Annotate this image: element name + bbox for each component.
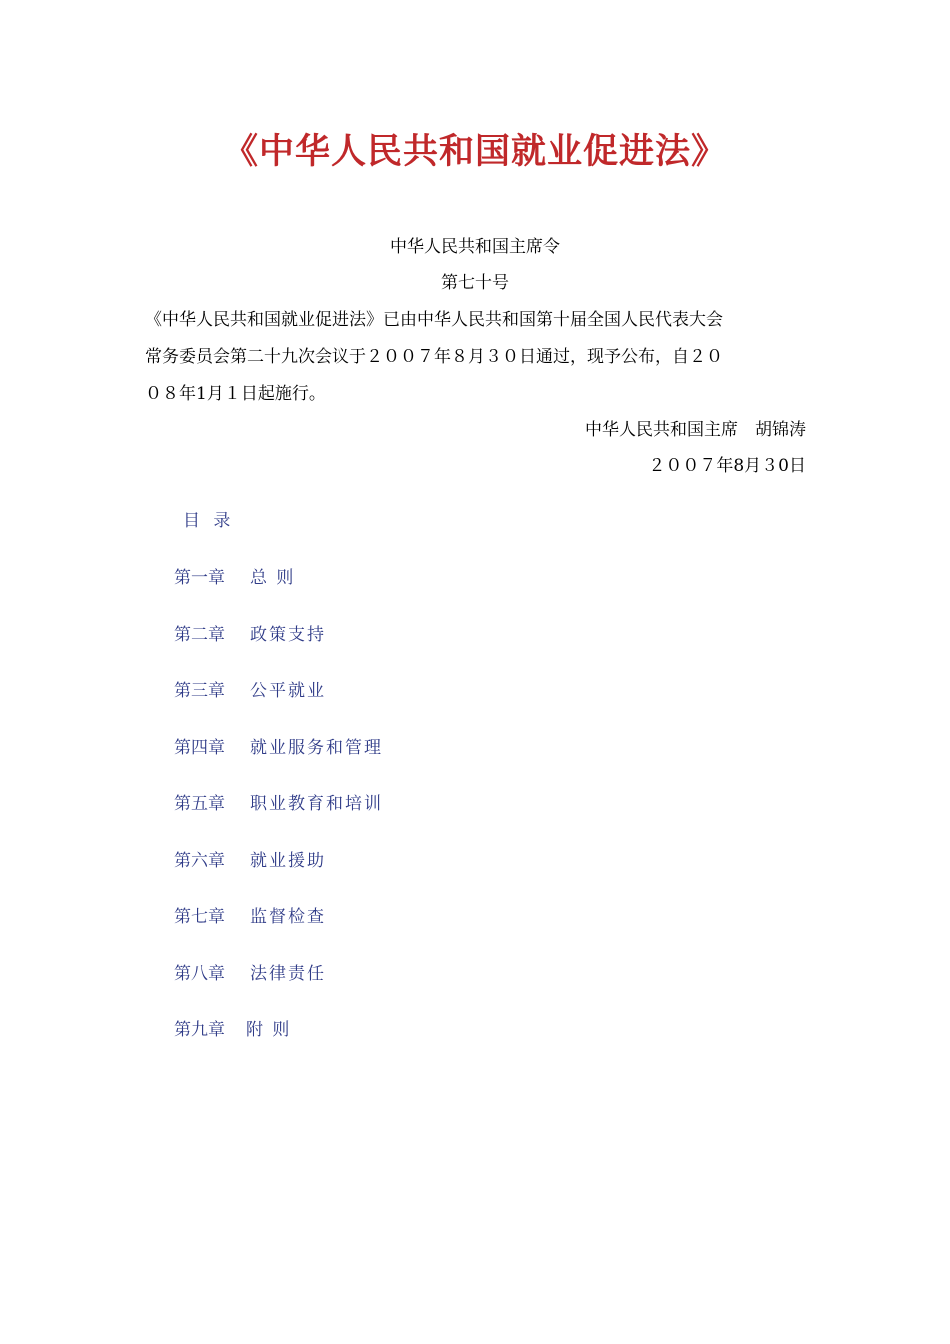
toc-chapter-6[interactable] — [174, 848, 326, 874]
body-line-3: ０８年1月１日起施行。 — [145, 384, 326, 404]
toc-chapter-number: 第五章 — [174, 794, 225, 814]
body-line-2: 常务委员会第二十九次会议于２００７年８月３０日通过，现予公布，自２０ — [145, 347, 723, 367]
toc-chapter-number: 第三章 — [174, 681, 225, 701]
toc-chapter-number: 第二章 — [174, 625, 225, 645]
toc-chapter-9[interactable] — [174, 1017, 291, 1043]
toc-chapter-number: 第四章 — [174, 738, 225, 758]
toc-chapter-7[interactable] — [174, 904, 326, 930]
toc-heading: 目 录 — [183, 511, 235, 531]
toc-chapter-name: 政策支持 — [250, 625, 326, 645]
toc-chapter-number: 第九章 — [174, 1020, 225, 1040]
toc-chapter-name: 就业服务和管理 — [250, 738, 383, 758]
toc-chapter-5[interactable] — [174, 791, 383, 817]
toc-chapter-name: 就业援助 — [250, 851, 326, 871]
toc-chapter-number: 第八章 — [174, 964, 225, 984]
toc-chapter-4[interactable] — [174, 735, 383, 761]
toc-chapter-name: 总 则 — [250, 568, 296, 588]
toc-chapter-name: 监督检查 — [250, 907, 326, 927]
toc-chapter-name: 职业教育和培训 — [250, 794, 383, 814]
toc-chapter-1[interactable] — [174, 565, 295, 591]
toc-chapter-2[interactable] — [174, 622, 326, 648]
order-title: 中华人民共和国主席令 — [390, 237, 560, 257]
toc-chapter-number: 第一章 — [174, 568, 225, 588]
toc-chapter-8[interactable] — [174, 961, 326, 987]
order-number: 第七十号 — [441, 273, 509, 293]
toc-chapter-name: 附 则 — [246, 1020, 292, 1040]
signature: 中华人民共和国主席 胡锦涛 — [585, 420, 806, 440]
document-title: 《中华人民共和国就业促进法》 — [222, 131, 727, 172]
toc-chapter-name: 法律责任 — [250, 964, 326, 984]
toc-chapter-number: 第六章 — [174, 851, 225, 871]
toc-chapter-name: 公平就业 — [250, 681, 326, 701]
promulgation-date: ２００７年8月３0日 — [648, 456, 806, 476]
toc-chapter-3[interactable] — [174, 678, 326, 704]
toc-chapter-number: 第七章 — [174, 907, 225, 927]
body-line-1: 《中华人民共和国就业促进法》已由中华人民共和国第十届全国人民代表大会 — [145, 310, 723, 330]
